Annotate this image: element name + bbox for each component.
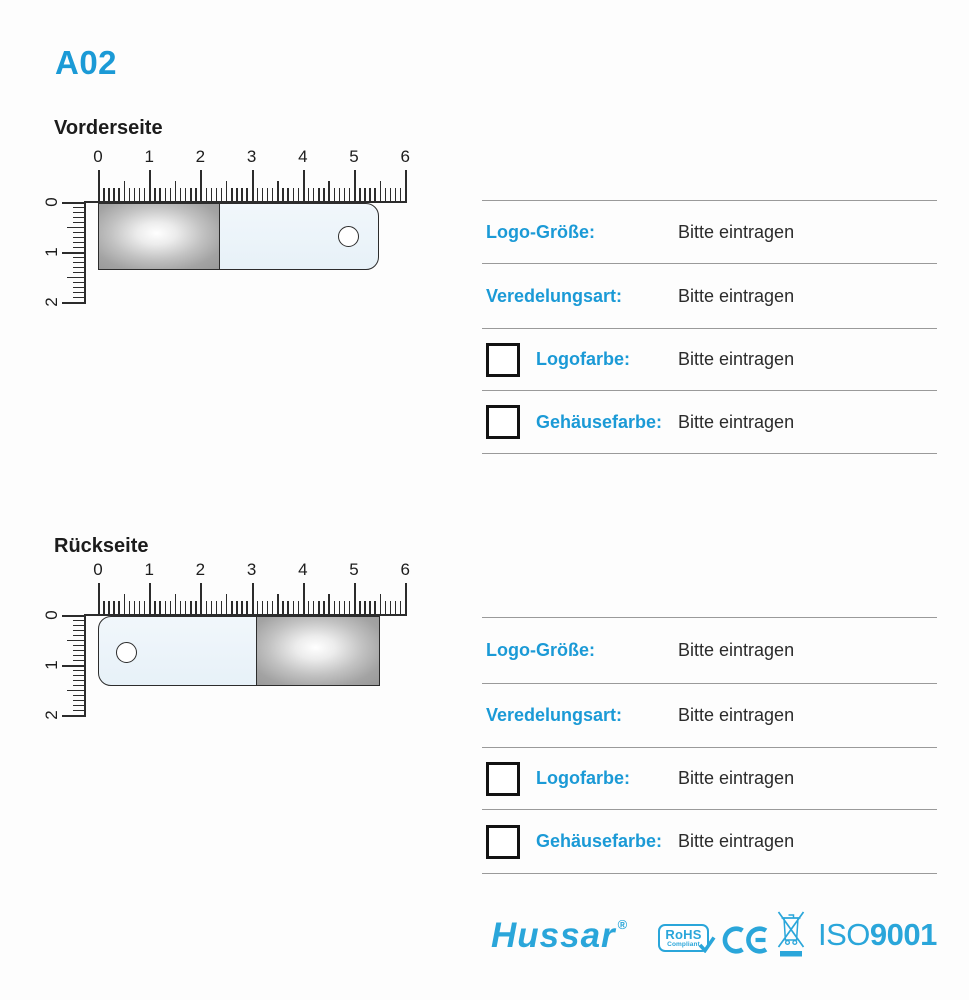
ruler-tick [98,170,100,203]
ruler-tick [390,188,391,203]
attachment-hole-icon [116,642,137,663]
ruler-tick [257,188,258,203]
ruler-tick [73,680,86,681]
ruler-tick [334,188,335,203]
ruler-tick [385,188,386,203]
attachment-hole-icon [338,226,359,247]
field-label: Logo-Größe: [486,221,595,242]
ruler-tick [226,594,227,616]
ruler-tick [73,242,86,243]
ruler-tick [175,594,176,616]
ruler-tick [395,188,396,203]
ruler-tick [73,292,86,293]
ruler-tick [113,188,114,203]
ruler-tick [277,594,278,616]
ruler-tick [200,583,202,616]
ruler-tick [103,601,104,616]
ruler-tick [67,690,86,691]
ruler-tick [73,232,86,233]
ruler-tick [73,620,86,621]
ruler-tick [308,188,309,203]
usb-cap-back [256,616,380,686]
ruler-tick [113,601,114,616]
ruler-tick [154,188,155,203]
ruler-tick [344,188,345,203]
ruler-tick [73,650,86,651]
ruler-tick [400,601,401,616]
ruler-tick [73,222,86,223]
ruler-tick [231,601,232,616]
field-value[interactable]: Bitte eintragen [678,705,795,725]
ruler-tick [129,188,130,203]
ruler-label: 0 [42,610,61,620]
ruler-tick [405,170,407,203]
ruler-tick [73,262,86,263]
ruler-tick [195,188,196,203]
horizontal-ruler-front [93,147,410,203]
field-value[interactable]: Bitte eintragen [678,640,795,660]
ruler-label: 3 [246,147,257,166]
ruler-tick [380,181,381,203]
ruler-tick [73,237,86,238]
ruler-tick [246,188,247,203]
ruler-tick [374,601,375,616]
logo-color-checkbox[interactable] [486,762,520,796]
ruler-tick [262,601,263,616]
ruler-tick [139,188,140,203]
field-label: Logofarbe: [536,349,630,369]
ruler-tick [144,188,145,203]
ruler-tick [98,583,100,616]
field-label: Veredelungsart: [486,705,623,725]
ruler-tick [62,615,86,617]
ruler-tick [185,601,186,616]
ruler-tick [154,601,155,616]
spec-row [482,683,937,747]
ruler-tick [180,601,181,616]
ruler-tick [124,594,125,616]
ruler-tick [241,188,242,203]
spec-table-front [482,200,937,454]
ruler-label: 6 [400,147,410,166]
ruler-tick [221,188,222,203]
ruler-tick [303,170,305,203]
ruler-tick [165,601,166,616]
ruler-tick [374,188,375,203]
ruler-tick [73,272,86,273]
ruler-tick [385,601,386,616]
iso9001-logo: ISO9001 [818,917,937,952]
ruler-tick [395,601,396,616]
ruler-tick [405,583,407,616]
ruler-tick [200,170,202,203]
ruler-tick [206,188,207,203]
field-value[interactable]: Bitte eintragen [678,411,795,432]
ruler-ticks [60,615,84,719]
ruler-tick [328,181,329,203]
field-label: Logo-Größe: [486,640,595,660]
ruler-tick [73,695,86,696]
field-value[interactable]: Bitte eintragen [678,768,795,788]
ruler-label: 5 [349,147,359,166]
ruler-tick [73,212,86,213]
ruler-tick [359,188,360,203]
ruler-tick [241,601,242,616]
ruler-tick [328,594,329,616]
ruler-tick [390,601,391,616]
ruler-tick [308,601,309,616]
ruler-tick [149,170,151,203]
ruler-tick [67,640,86,641]
ruler-tick [118,601,119,616]
ruler-tick [303,583,305,616]
ruler-tick [170,188,171,203]
ruler-label: 3 [246,560,257,579]
field-value[interactable]: Bitte eintragen [678,349,795,369]
ruler-tick [73,655,86,656]
ruler-label: 4 [298,147,308,166]
ruler-tick [323,601,324,616]
ruler-label: 2 [42,297,61,307]
ruler-tick [267,601,268,616]
ruler-tick [287,601,288,616]
logo-color-checkbox[interactable] [486,343,520,377]
ruler-label: 1 [144,147,154,166]
ruler-tick [267,188,268,203]
ruler-tick [206,601,207,616]
ruler-label: 2 [195,560,206,579]
ruler-tick [73,297,86,298]
ruler-tick [134,601,135,616]
ruler-tick [73,700,86,701]
ruler-tick [73,645,86,646]
spec-table-back [482,617,937,874]
ruler-tick [349,188,350,203]
ruler-tick [318,601,319,616]
ruler-tick [334,601,335,616]
spec-row [482,809,937,873]
field-value[interactable]: Bitte eintragen [678,831,795,851]
ruler-tick [73,282,86,283]
ruler-tick [211,188,212,203]
ruler-tick [211,601,212,616]
ruler-tick [73,287,86,288]
ruler-tick [73,207,86,208]
spec-row [482,390,937,453]
ruler-label: 0 [93,560,103,579]
checkmark-icon [698,936,716,953]
ruler-tick [236,188,237,203]
ruler-tick [364,188,365,203]
ruler-tick [293,601,294,616]
ruler-tick [339,188,340,203]
ce-mark-icon [722,926,768,954]
ruler-tick [282,188,283,203]
ruler-tick [67,277,86,278]
ruler-tick [364,601,365,616]
ruler-tick [67,227,86,228]
ruler-label: 4 [298,560,308,579]
usb-cap-front [98,203,220,270]
field-label: Gehäusefarbe: [536,411,663,432]
rohs-compliant-badge: RoHS Compliant [658,924,709,952]
ruler-tick [323,188,324,203]
ruler-tick [73,670,86,671]
ruler-tick [369,601,370,616]
ruler-tick [216,188,217,203]
spec-row [482,263,937,328]
ruler-tick [287,188,288,203]
ruler-tick [359,601,360,616]
ruler-tick [73,685,86,686]
ruler-tick [73,675,86,676]
ruler-tick [118,188,119,203]
ruler-tick [369,188,370,203]
ruler-tick [339,601,340,616]
ruler-tick [124,181,125,203]
spec-row [482,747,937,809]
ruler-tick [257,601,258,616]
ruler-tick [354,170,356,203]
ruler-tick [73,247,86,248]
ruler-tick [73,635,86,636]
section-heading-back: Rückseite [54,535,149,557]
ruler-tick [298,601,299,616]
field-value[interactable]: Bitte eintragen [678,285,795,306]
field-label: Gehäusefarbe: [536,831,663,851]
ruler-ticks [98,560,410,616]
ruler-tick [354,583,356,616]
ruler-tick [73,630,86,631]
ruler-tick [226,181,227,203]
registered-mark: ® [617,917,629,932]
case-color-checkbox[interactable] [486,825,520,859]
ruler-tick [62,202,86,204]
ruler-label: 1 [42,660,61,670]
ruler-tick [313,601,314,616]
ruler-tick [129,601,130,616]
ruler-tick [73,257,86,258]
ruler-tick [252,583,254,616]
ruler-tick [73,710,86,711]
ruler-label: 0 [93,147,103,166]
horizontal-ruler-back [93,560,410,616]
ruler-tick [282,601,283,616]
ruler-tick [277,181,278,203]
ruler-tick [246,601,247,616]
ruler-tick [298,188,299,203]
ruler-tick [73,660,86,661]
ruler-tick [190,601,191,616]
ruler-tick [216,601,217,616]
ruler-tick [236,601,237,616]
ruler-tick [108,188,109,203]
page-title: A02 [55,44,118,81]
ruler-tick [318,188,319,203]
ruler-tick [272,188,273,203]
spec-row [482,617,937,683]
ruler-tick [159,188,160,203]
ruler-label: 5 [349,560,359,579]
ruler-tick [262,188,263,203]
ruler-tick [195,601,196,616]
ruler-tick [62,715,86,717]
ruler-label: 1 [144,560,154,579]
ruler-tick [293,188,294,203]
section-heading-front: Vorderseite [54,117,163,139]
ruler-tick [62,252,86,254]
weee-bin-icon [776,905,806,961]
ruler-tick [272,601,273,616]
ruler-tick [170,601,171,616]
ruler-tick [73,267,86,268]
ruler-tick [313,188,314,203]
ruler-label: 1 [42,247,61,257]
ruler-tick [144,601,145,616]
ruler-tick [380,594,381,616]
ruler-ticks [60,202,84,306]
ruler-tick [165,188,166,203]
field-label: Logofarbe: [536,768,630,788]
field-value[interactable]: Bitte eintragen [678,221,795,242]
ruler-tick [73,705,86,706]
ruler-tick [108,601,109,616]
ruler-label: 2 [42,710,61,720]
ruler-tick [231,188,232,203]
ruler-tick [185,188,186,203]
ruler-tick [62,302,86,304]
ruler-label: 6 [400,560,410,579]
ruler-tick [73,625,86,626]
vertical-ruler-back [42,610,84,720]
brand-logo: Hussar ® [491,916,629,955]
spec-row [482,200,937,263]
ruler-tick [180,188,181,203]
field-label: Veredelungsart: [486,285,623,306]
ruler-label: 0 [42,197,61,207]
case-color-checkbox[interactable] [486,405,520,439]
vertical-ruler-front [42,197,84,307]
ruler-tick [221,601,222,616]
ruler-tick [190,188,191,203]
ruler-tick [62,665,86,667]
spec-row [482,328,937,390]
ruler-tick [73,217,86,218]
ruler-tick [349,601,350,616]
ruler-tick [139,601,140,616]
ruler-tick [175,181,176,203]
ruler-tick [400,188,401,203]
ruler-tick [103,188,104,203]
ruler-tick [344,601,345,616]
ruler-tick [149,583,151,616]
ruler-tick [134,188,135,203]
ruler-ticks [98,147,410,203]
ruler-tick [159,601,160,616]
ruler-tick [252,170,254,203]
ruler-label: 2 [195,147,206,166]
